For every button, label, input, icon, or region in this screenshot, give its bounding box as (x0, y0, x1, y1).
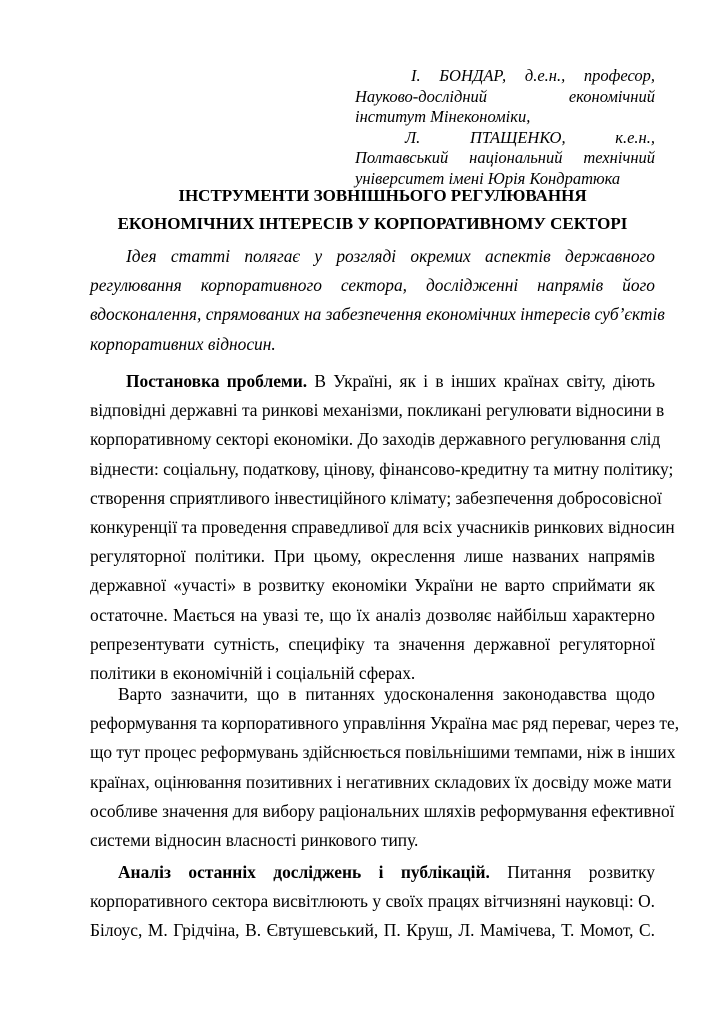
text-line: Білоус, М. Грідчіна, В. Євтушевський, П. Круш, Л. Мамічева, Т. Момот, С. (90, 920, 655, 941)
text-line: корпоративного сектора висвітлюють у своїх працях вітчизняні науковці: О. (90, 891, 655, 912)
abstract (90, 242, 665, 359)
text-line (90, 367, 655, 396)
section-heading: Постановка проблеми. (126, 371, 308, 391)
text-line: конкуренції та проведення справедливої для всіх учасників ринкових відносин (90, 516, 675, 537)
author-line: Полтавський національний технічний (355, 148, 655, 167)
text-line (90, 858, 655, 887)
text-line: країнах, оцінювання позитивних і негативних складових їх досвіду може мати (90, 771, 672, 792)
section-heading: Аналіз останніх досліджень і публікацій. (118, 862, 490, 882)
text-line: Варто зазначити, що в питаннях удосконалення законодавства щодо (118, 684, 655, 704)
author-line: Л. ПТАЩЕНКО, к.е.н., (405, 127, 655, 147)
text-line: корпоративних відносин. (90, 333, 276, 354)
author-line: Науково-дослідний економічний (355, 86, 655, 106)
literature-review-paragraph (90, 858, 655, 946)
text-line: віднести: соціальну, податкову, цінову, фінансово-кредитну та митну політику; (90, 458, 674, 479)
text-line: остаточне. Мається на увазі те, що їх аналіз дозволяє найбільш характерно (90, 604, 655, 625)
text-line: вдосконалення, спрямованих на забезпечення економічних інтересів суб’єктів (90, 304, 665, 325)
text-line: корпоративному секторі економіки. До заходів державного регулювання слід (90, 429, 661, 450)
text-line: регуляторної політики. При цьому, окреслення лише названих напрямів (90, 546, 655, 567)
text-line: державної «участі» в розвитку економіки України не варто сприймати як (90, 575, 655, 596)
text-line: створення сприятливого інвестиційного клімату; забезпечення добросовісної (90, 487, 662, 508)
text-line: реформування та корпоративного управління Україна має ряд переваг, через те, (90, 713, 680, 734)
text-span: В Україні, як і в інших країнах світу, діють (307, 371, 656, 391)
article-title-line-1: ІНСТРУМЕНТИ ЗОВНІШНЬОГО РЕГУЛЮВАННЯ (178, 186, 587, 205)
text-line: політики в економічній і соціальній сферах. (90, 662, 416, 683)
text-line: регулювання корпоративного сектора, дослідженні напрямів його (90, 275, 655, 296)
text-line: що тут процес реформувань здійснюється повільнішими темпами, ніж в інших (90, 742, 676, 763)
article-title-line-2: ЕКОНОМІЧНИХ ІНТЕРЕСІВ У КОРПОРАТИВНОМУ СЕКТОРІ (117, 214, 628, 233)
author-line: університет імені Юрія Кондратюка (355, 168, 621, 188)
text-line: відповідні державні та ринкові механізми, покликані регулювати відносини в (90, 400, 665, 421)
text-line: системи відносин власності ринкового типу. (90, 829, 419, 850)
text-span: Питання розвитку (489, 862, 656, 882)
author-line: І. БОНДАР, д.е.н., професор, (411, 66, 655, 85)
author-line: інститут Мінекономіки, (355, 107, 531, 126)
text-line: Ідея статті полягає у розгляді окремих аспектів державного (126, 246, 655, 266)
paragraph-2 (90, 680, 680, 855)
problem-statement-paragraph (90, 367, 675, 688)
author-affiliations (355, 66, 655, 189)
text-line: особливе значення для вибору раціональних шляхів реформування ефективної (90, 800, 675, 821)
text-line: репрезентувати сутність, специфіку та значення державної регуляторної (90, 633, 655, 654)
